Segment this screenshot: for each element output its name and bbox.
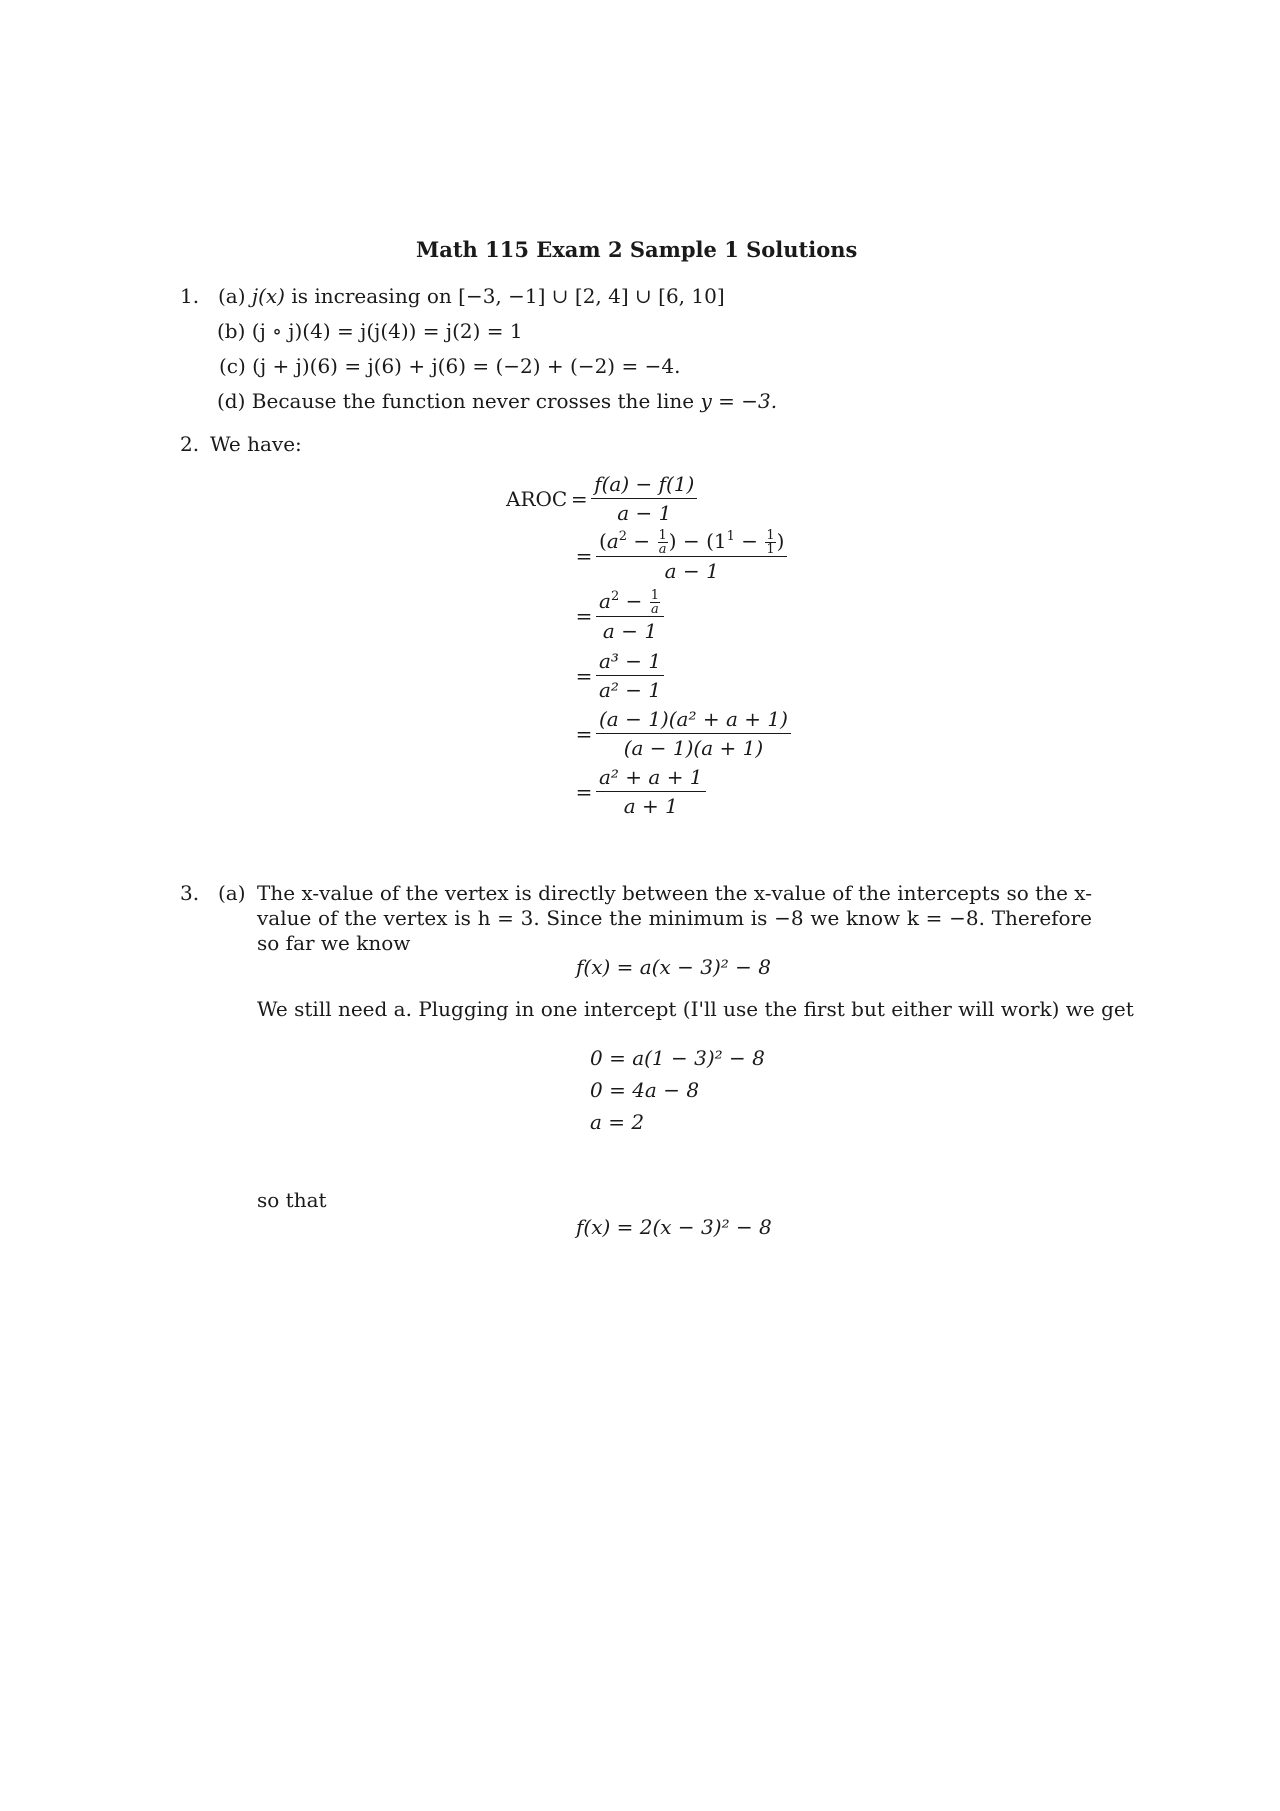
equals-sign: =	[575, 544, 593, 568]
equals-sign: =	[575, 721, 593, 746]
aroc-step-4	[572, 647, 664, 704]
aroc-step-6	[572, 763, 706, 820]
fraction	[596, 587, 664, 645]
problem-1a-interval: [−3, −1] ∪ [2, 4] ∪ [6, 10]	[458, 284, 725, 308]
aroc-step-3	[572, 587, 664, 645]
problem-3a-equation-1: f(x) = a(x − 3)² − 8	[576, 955, 771, 979]
equals-sign: =	[575, 663, 593, 688]
problem-1-number: 1.	[180, 284, 200, 308]
fraction-numerator: ($a^2$ − $\frac{1}{a}$ ) − ($1^1$ − $\frac{1}{1}$ )	[596, 527, 787, 557]
aroc-label: AROC	[506, 486, 568, 511]
problem-1b-label: (b)	[217, 319, 246, 343]
fraction-denominator: a − 1	[664, 559, 719, 583]
fraction	[596, 705, 791, 762]
fraction	[596, 763, 706, 820]
problem-1d	[217, 389, 777, 413]
fraction	[596, 647, 664, 704]
problem-1b-math: (j ∘ j)(4) = j(j(4)) = j(2) = 1	[251, 319, 523, 343]
problem-3-number: 3.	[180, 881, 200, 905]
problem-2-number: 2.	[180, 432, 200, 456]
problem-1c-label: (c)	[219, 354, 246, 378]
problem-2-intro: We have:	[210, 432, 302, 456]
problem-1d-text: Because the function never crosses the line	[251, 389, 701, 413]
problem-1c	[219, 354, 680, 378]
fraction	[591, 470, 697, 527]
fraction-denominator: (a − 1)(a + 1)	[623, 736, 764, 760]
problem-1d-label: (d)	[217, 389, 246, 413]
problem-1d-math: y = −3.	[700, 389, 778, 413]
fraction-numerator: (a − 1)(a² + a + 1)	[596, 705, 791, 734]
aroc-step-1	[506, 470, 697, 527]
problem-3a-so-that: so that	[257, 1188, 327, 1212]
aroc-step-5	[572, 705, 791, 762]
problem-3a-label: (a)	[218, 881, 246, 905]
problem-3a-line-3: a = 2	[590, 1110, 645, 1134]
problem-1a	[218, 284, 725, 308]
problem-1a-label: (a)	[218, 284, 246, 308]
equals-sign: =	[575, 604, 593, 628]
problem-1a-function: j(x)	[251, 284, 285, 308]
fraction-numerator: f(a) − f(1)	[591, 470, 697, 499]
fraction-denominator: a − 1	[602, 619, 658, 643]
problem-1a-text: is increasing on	[284, 284, 459, 308]
fraction	[596, 527, 787, 585]
problem-1c-math: (j + j)(6) = j(6) + j(6) = (−2) + (−2) = −4.	[252, 354, 681, 378]
problem-3a-final: f(x) = 2(x − 3)² − 8	[576, 1215, 772, 1239]
equals-sign: =	[575, 779, 593, 804]
problem-3a-paragraph-1: The x-value of the vertex is directly between the x-value of the intercepts so the x-value of the vertex is h = 3. Since the minimum is −8 we know k = −8. Therefore so far we know	[257, 881, 1092, 955]
fraction-numerator: $a^2$ − $\frac{1}{a}$	[596, 587, 664, 617]
page-title: Math 115 Exam 2 Sample 1 Solutions	[416, 237, 858, 262]
problem-1b	[217, 319, 523, 343]
fraction-denominator: a + 1	[623, 794, 678, 818]
fraction-numerator: a² + a + 1	[596, 763, 706, 792]
aroc-step-2	[572, 527, 787, 585]
fraction-denominator: a² − 1	[599, 678, 662, 702]
fraction-numerator: a³ − 1	[596, 647, 664, 676]
problem-3a-paragraph-2: We still need a. Plugging in one intercept (I'll use the first but either will work) we get	[257, 997, 1134, 1021]
problem-3a-line-2: 0 = 4a − 8	[590, 1078, 700, 1102]
equals-sign: =	[570, 486, 588, 511]
fraction-denominator: a − 1	[617, 501, 672, 525]
problem-3a-line-1: 0 = a(1 − 3)² − 8	[590, 1046, 765, 1070]
